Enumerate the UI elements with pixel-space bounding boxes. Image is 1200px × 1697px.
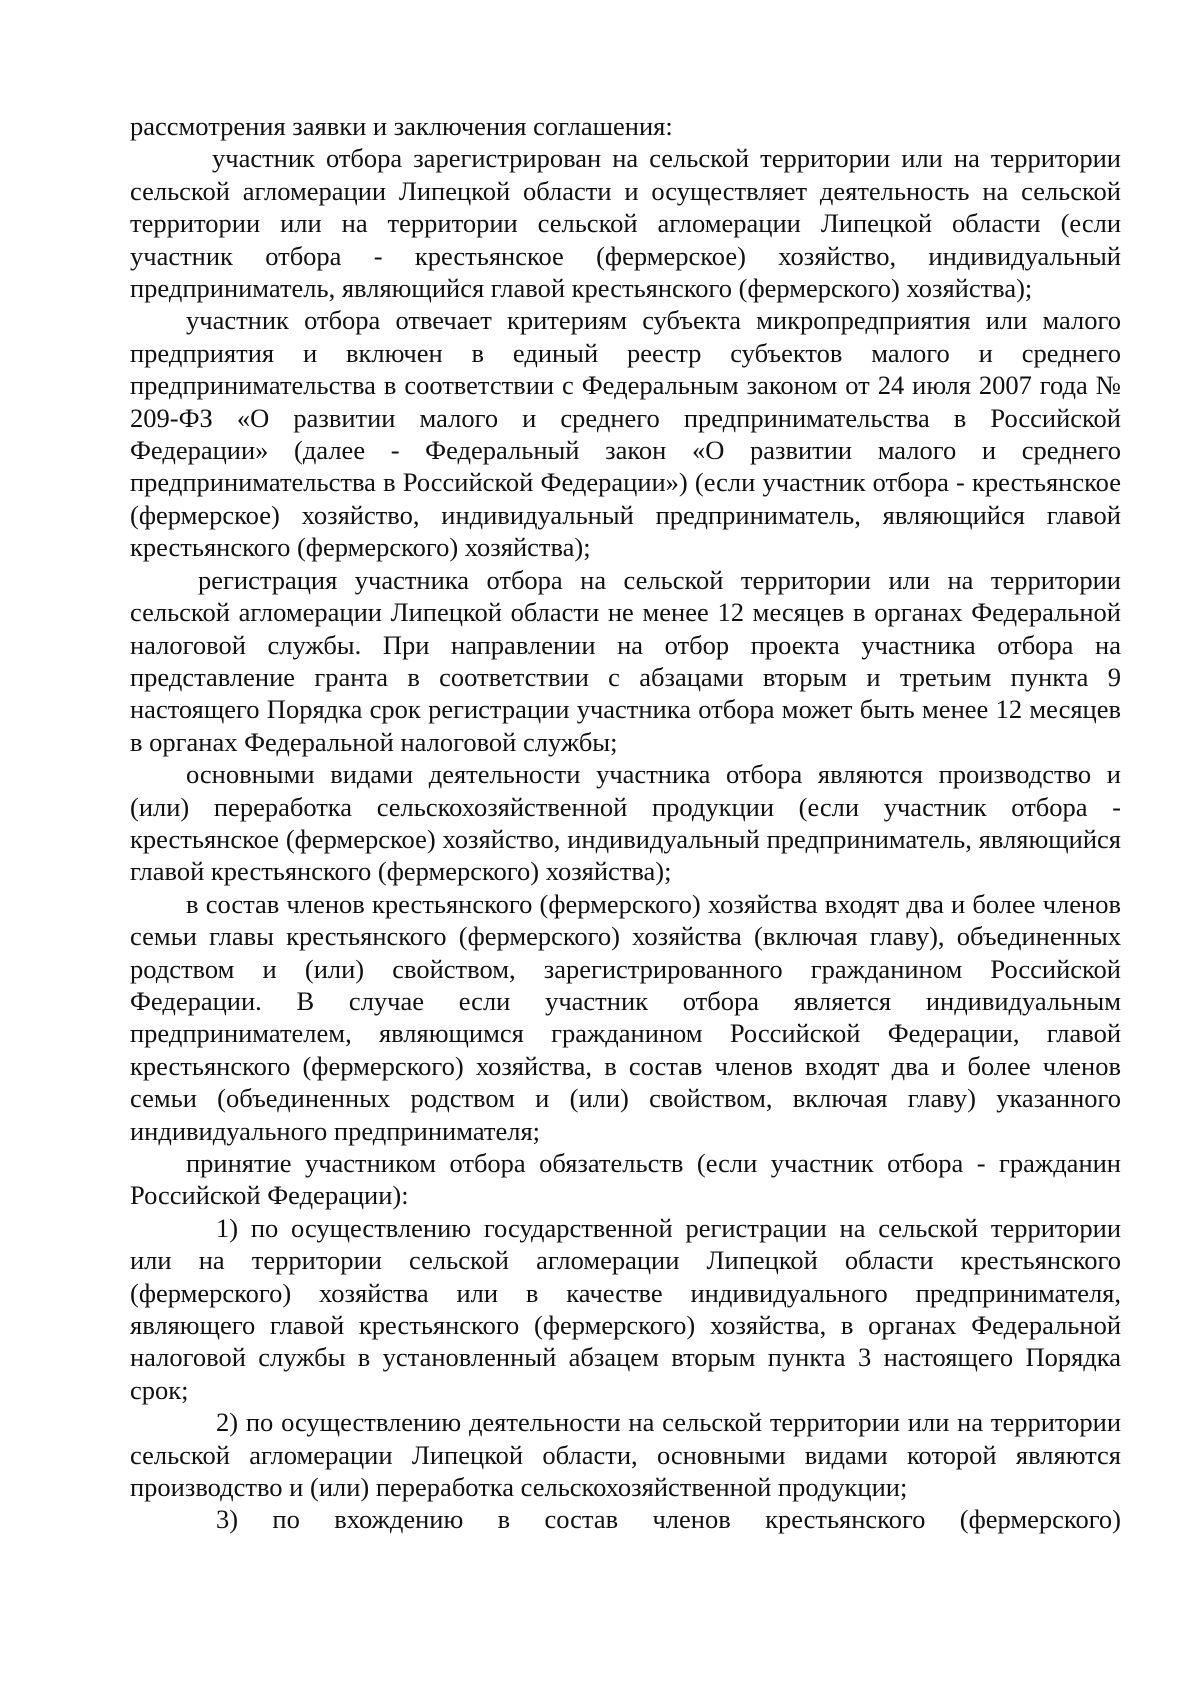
list-item-obligation-1: 1) по осуществлению государственной регистрации на сельской территории или на территории сельской агломерации Липецкой области крестьянского (фермерского) хозяйства или в качестве индивидуального предпринимателя, являющего главой крестьянского (фермерского) хозяйства, в органах Федеральной налоговой службы в установленный абзацем вторым пункта 3 настоящего Порядка срок;: [130, 1212, 1121, 1405]
paragraph-main-activities: основными видами деятельности участника отбора являются производство и (или) переработка сельскохозяйственной продукции (если участник отбора - крестьянское (фермерское) хозяйство, индивидуальный предприниматель, являющийся главой крестьянского (фермерского) хозяйства);: [130, 759, 1121, 887]
paragraph-continuation: рассмотрения заявки и заключения соглашения:: [130, 111, 673, 141]
document-page: [130, 110, 1121, 1536]
paragraph-obligations: принятие участником отбора обязательств (если участник отбора - гражданин Российской Федерации):: [130, 1148, 1121, 1211]
paragraph-small-business-criteria: участник отбора отвечает критериям субъекта микропредприятия или малого предприятия и включен в единый реестр субъектов малого и среднего предпринимательства в соответствии с Федеральным законом от 24 июля 2007 года № 209-ФЗ «О развитии малого и среднего предпринимательства в Российской Федерации» (далее - Федеральный закон «О развитии малого и среднего предпринимательства в Российской Федерации») (если участник отбора - крестьянское (фермерское) хозяйство, индивидуальный предприниматель, являющийся главой крестьянского (фермерского) хозяйства);: [130, 305, 1121, 563]
paragraph-registration-territory: участник отбора зарегистрирован на сельской территории или на территории сельской агломерации Липецкой области и осуществляет деятельность на сельской территории или на территории сельской агломерации Липецкой области (если участник отбора - крестьянское (фермерское) хозяйство, индивидуальный предприниматель, являющийся главой крестьянского (фермерского) хозяйства);: [130, 143, 1121, 304]
list-item-obligation-3: 3) по вхождению в состав членов крестьянского (фермерского): [216, 1504, 1121, 1535]
paragraph-registration-period: регистрация участника отбора на сельской территории или на территории сельской агломерации Липецкой области не менее 12 месяцев в органах Федеральной налоговой службы. При направлении на отбор проекта участника отбора на представление гранта в соответствии с абзацами вторым и третьим пункта 9 настоящего Порядка срок регистрации участника отбора может быть менее 12 месяцев в органах Федеральной налоговой службы;: [130, 564, 1121, 757]
paragraph-farm-members: в состав членов крестьянского (фермерского) хозяйства входят два и более членов семьи главы крестьянского (фермерского) хозяйства (включая главу), объединенных родством и (или) свойством, зарегистрированного гражданином Российской Федерации. В случае если участник отбора является индивидуальным предпринимателем, являющимся гражданином Российской Федерации, главой крестьянского (фермерского) хозяйства, в состав членов входят два и более членов семьи (объединенных родством и (или) свойством, включая главу) указанного индивидуального предпринимателя;: [130, 888, 1121, 1146]
list-item-obligation-2: 2) по осуществлению деятельности на сельской территории или на территории сельской агломерации Липецкой области, основными видами которой являются производство и (или) переработка сельскохозяйственной продукции;: [130, 1407, 1121, 1503]
